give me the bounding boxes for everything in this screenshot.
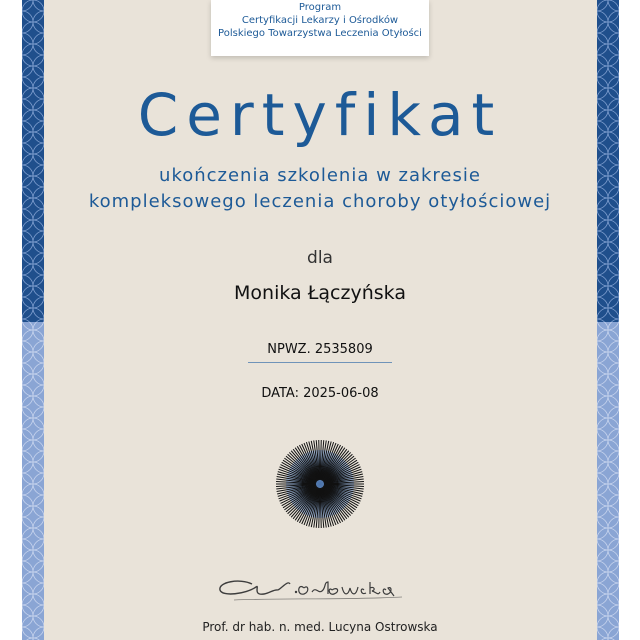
certificate-subtitle-line-2: kompleksowego leczenia choroby otyłościowej [88, 191, 552, 212]
starburst-seal-icon [268, 432, 372, 536]
signer-name: Prof. dr hab. n. med. Lucyna Ostrowska [202, 620, 438, 634]
certificate-subtitle-line-1: ukończenia szkolenia w zakresie [159, 165, 481, 186]
certificate-title: Certyfikat [137, 81, 503, 149]
for-label: dla [307, 248, 333, 268]
handwritten-signature [212, 570, 412, 606]
header-line-3: Polskiego Towarzystwa Leczenia Otyłości [218, 28, 422, 39]
header-line-2: Certyfikacji Lekarzy i Ośrodków [241, 15, 399, 26]
recipient-name: Monika Łączyńska [234, 282, 406, 304]
certificate-date: DATA: 2025-06-08 [261, 386, 379, 401]
program-header-card [211, 0, 429, 56]
npwz-number: NPWZ. 2535809 [248, 342, 392, 363]
header-line-1: Program [298, 2, 342, 13]
